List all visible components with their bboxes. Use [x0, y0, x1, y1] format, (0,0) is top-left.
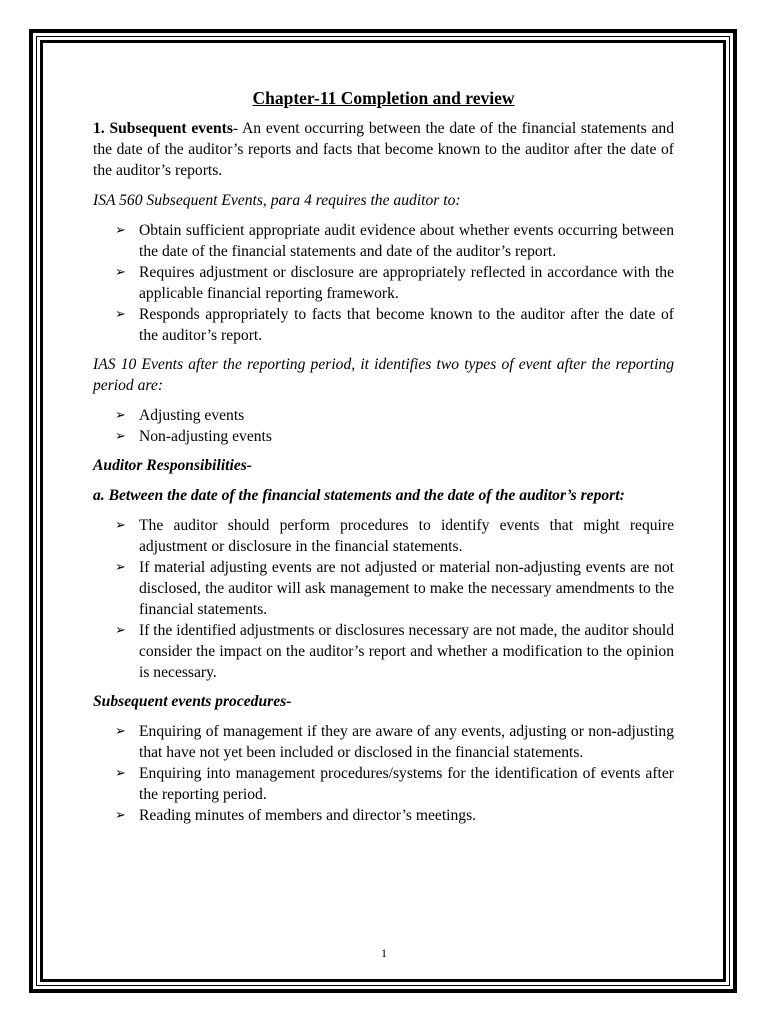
arrow-bullet-icon: ➢	[115, 724, 126, 739]
arrow-bullet-icon: ➢	[115, 429, 126, 444]
document-body	[93, 86, 674, 834]
ias-10-list	[93, 405, 674, 447]
list-item-text: Obtain sufficient appropriate audit evidence about whether events occurring between the date of the financial statements and date of the auditor’s report.	[139, 222, 674, 260]
ias-10-intro: IAS 10 Events after the reporting period, it identifies two types of event after the reporting period are:	[93, 356, 674, 394]
list-item	[93, 721, 674, 763]
list-item-text: Requires adjustment or disclosure are appropriately reflected in accordance with the applicable financial reporting framework.	[139, 264, 674, 302]
arrow-bullet-icon: ➢	[115, 808, 126, 823]
list-item	[93, 426, 674, 447]
list-item	[93, 405, 674, 426]
chapter-title: Chapter-11 Completion and review	[252, 88, 515, 108]
isa-560-list	[93, 220, 674, 346]
procedures-heading: Subsequent events procedures-	[93, 693, 292, 710]
list-item	[93, 515, 674, 557]
list-item	[93, 304, 674, 346]
arrow-bullet-icon: ➢	[115, 766, 126, 781]
arrow-bullet-icon: ➢	[115, 265, 126, 280]
arrow-bullet-icon: ➢	[115, 223, 126, 238]
list-item-text: If the identified adjustments or disclosures necessary are not made, the auditor should consider the impact on the auditor’s report and whether a modification to the opinion is necessary.	[139, 622, 674, 681]
procedures-list	[93, 721, 674, 826]
list-item-text: Adjusting events	[139, 407, 245, 424]
isa-560-intro: ISA 560 Subsequent Events, para 4 requires the auditor to:	[93, 192, 461, 209]
list-item	[93, 763, 674, 805]
section-1-body: - An event occurring between the date of the financial statements and the date of the auditor’s reports and facts that become known to the auditor after the date of the auditor’s reports.	[93, 120, 674, 179]
subsequent-events-definition	[93, 118, 674, 181]
list-item-text: Enquiring of management if they are aware of any events, adjusting or non-adjusting that have not yet been included or disclosed in the financial statements.	[139, 723, 674, 761]
list-item-text: If material adjusting events are not adjusted or material non-adjusting events are not disclosed, the auditor will ask management to make the necessary amendments to the financial statements.	[139, 559, 674, 618]
list-item	[93, 557, 674, 620]
arrow-bullet-icon: ➢	[115, 307, 126, 322]
list-item-text: Enquiring into management procedures/systems for the identification of events after the reporting period.	[139, 765, 674, 803]
list-item-text: The auditor should perform procedures to identify events that might require adjustment or disclosure in the financial statements.	[139, 517, 674, 555]
arrow-bullet-icon: ➢	[115, 518, 126, 533]
arrow-bullet-icon: ➢	[115, 623, 126, 638]
list-item-text: Responds appropriately to facts that become known to the auditor after the date of the auditor’s report.	[139, 306, 674, 344]
responsibilities-list	[93, 515, 674, 683]
list-item-text: Non-adjusting events	[139, 428, 272, 445]
arrow-bullet-icon: ➢	[115, 408, 126, 423]
list-item	[93, 805, 674, 826]
responsibilities-subheading: a. Between the date of the financial statements and the date of the auditor’s report:	[93, 487, 625, 504]
list-item	[93, 620, 674, 683]
list-item-text: Reading minutes of members and director’s meetings.	[139, 807, 477, 824]
arrow-bullet-icon: ➢	[115, 560, 126, 575]
page-number: 1	[381, 946, 387, 960]
list-item	[93, 262, 674, 304]
auditor-responsibilities-heading: Auditor Responsibilities-	[93, 457, 252, 474]
list-item	[93, 220, 674, 262]
section-1-heading: 1. Subsequent events	[93, 120, 233, 137]
